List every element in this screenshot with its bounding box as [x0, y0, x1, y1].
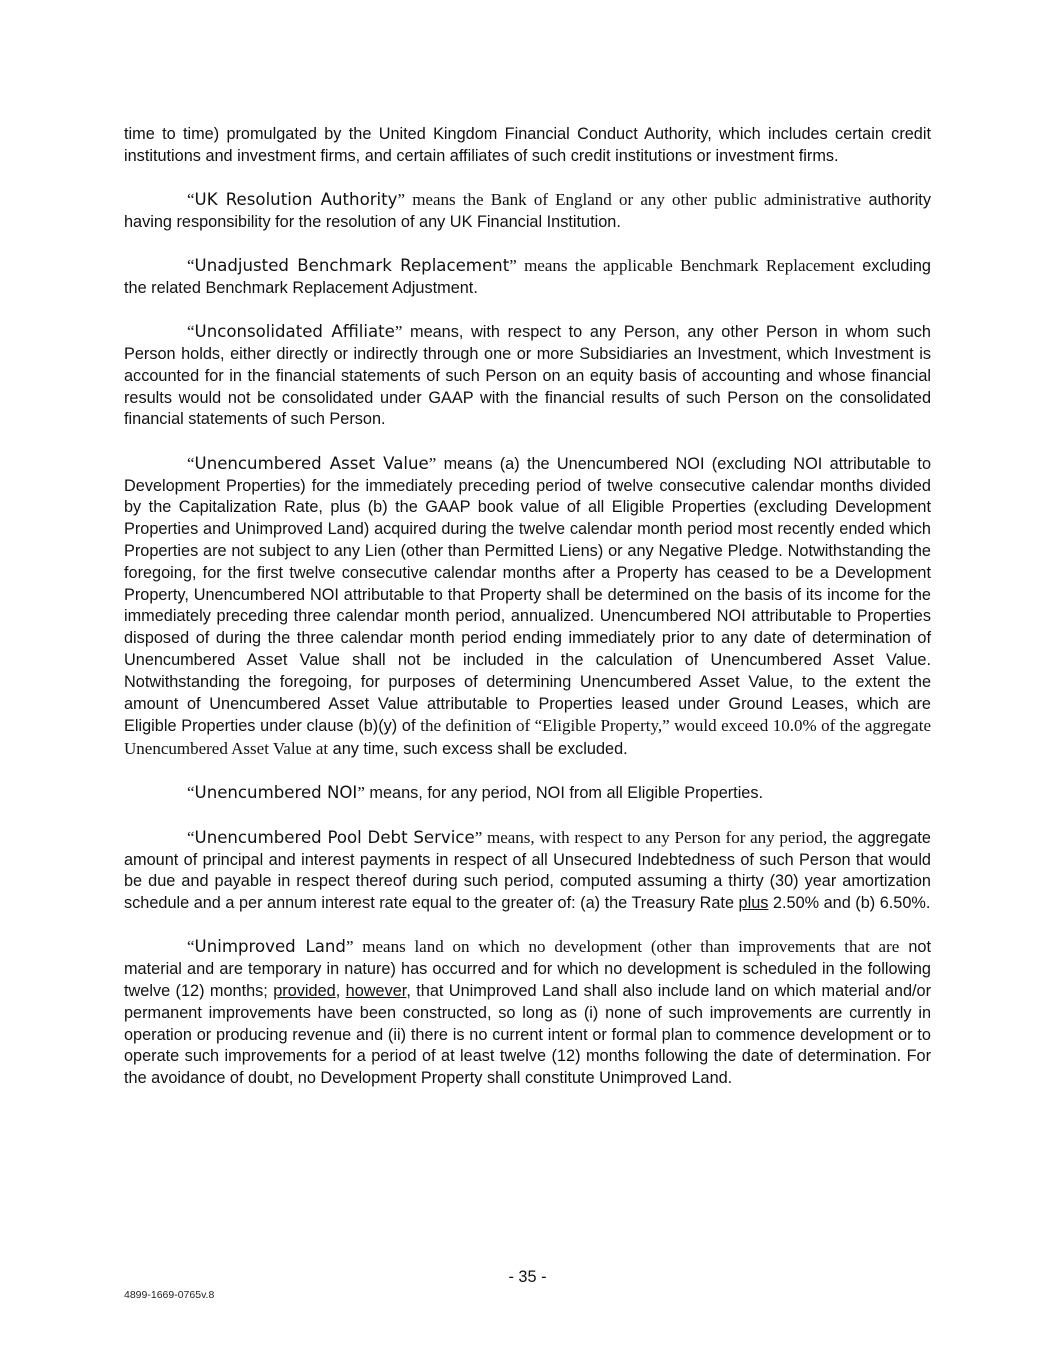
definition-text-continued: , that Unimproved Land shall also include land on which material and/or permanent improvements have been constructed, so long as (i) none of such improvements are currently in operation or producing revenue and (ii) there is no current intent or formal plan to commence development or to operate such improvements for a period of at least twelve (12) months following the date of determination. For the avoidance of doubt, no Development Property shall constitute Unimproved Land. [124, 982, 931, 1088]
defined-term: Unencumbered Pool Debt Service [194, 827, 475, 847]
definition-unencumbered-noi [124, 782, 931, 805]
definition-text: means, with respect to any Person, any other Person in whom such Person holds, either directly or indirectly through one or more Subsidiaries an Investment, which Investment is accounted for in the financial statements of such Person on an equity basis of accounting and whose financial results would not be consolidated under GAAP with the financial results of such Person on the consolidated financial statements of such Person. [124, 323, 931, 429]
close-quote: ” [394, 322, 403, 342]
page-number: - 35 - [508, 1268, 547, 1286]
definition-lead: means, with respect to any Person for any period, the [482, 827, 853, 847]
definition-lead: means the applicable Benchmark Replacement [516, 256, 855, 276]
definition-text: means, for any period, NOI from all Eligible Properties. [364, 784, 764, 803]
definition-unconsolidated-affiliate [124, 321, 931, 431]
definition-unencumbered-pool-debt-service [124, 827, 931, 915]
definition-text: excluding the related Benchmark Replacement Adjustment. [124, 257, 931, 297]
definition-text: means (a) the Unencumbered NOI (excluding NOI attributable to Development Properties) for the immediately preceding period of twelve consecutive calendar months divided by the Capitalization Rate, plus (b) the GAAP book value of all Eligible Properties (excluding Development Properties and Unimproved Land) acquired during the twelve calendar month period most recently ended which Properties are not subject to any Lien (other than Permitted Liens) or any Negative Pledge. Notwithstanding the foregoing, for the first twelve consecutive calendar months after a Property has ceased to be a Development Property, Unencumbered NOI attributable to that Property shall be determined on the basis of its income for the immediately preceding three calendar month period, annualized. Unencumbered NOI attributable to Properties disposed of during the three calendar month period ending immediately prior to any date of determination of Unencumbered Asset Value shall not be included in the calculation of Unencumbered Asset Value. Notwithstanding the foregoing, for purposes of determining Unencumbered Asset Value, to the extent the amount of Unencumbered Asset Value attributable to Properties leased under Ground Leases, which are Eligible Properties under clause (b)(y) of [124, 454, 932, 736]
definition-uk-resolution-authority [124, 189, 931, 234]
open-quote: “ [187, 453, 195, 473]
open-quote: “ [187, 827, 195, 847]
definition-tail: any time, such excess shall be excluded. [328, 740, 628, 759]
close-quote: ” [428, 453, 437, 473]
defined-term: Unadjusted Benchmark Replacement [194, 256, 510, 276]
definition-unencumbered-asset-value [124, 453, 931, 761]
document-id: 4899-1669-0765v.8 [124, 1289, 215, 1301]
defined-term: Unimproved Land [194, 937, 346, 957]
defined-term: Unconsolidated Affiliate [194, 322, 395, 342]
close-quote: ” [509, 256, 517, 276]
underlined-provided: provided [273, 982, 336, 1000]
close-quote: ” [357, 783, 365, 803]
open-quote: “ [187, 937, 195, 957]
definition-text: authority having responsibility for the resolution of any UK Financial Institution. [124, 191, 931, 231]
defined-term: Unencumbered Asset Value [194, 453, 429, 473]
document-body [124, 124, 931, 1111]
definition-text: aggregate amount of principal and interest payments in respect of all Unsecured Indebtedness of such Person that would be due and payable in respect thereof during such period, computed assuming a thirty (30) year amortization schedule and a per annum interest rate equal to the greater of: (a) the Treasury Rate [124, 828, 931, 913]
paragraph-text: time to time) promulgated by the United Kingdom Financial Conduct Authority, which includes certain credit institutions and investment firms, and certain affiliates of such credit institutions or investment firms. [124, 125, 931, 165]
definition-lead: means the Bank of England or any other public administrative [405, 190, 862, 210]
paragraph-continuation [124, 124, 931, 168]
underlined-plus: plus [738, 894, 769, 913]
open-quote: “ [187, 783, 195, 803]
defined-term: UK Resolution Authority [194, 190, 398, 210]
close-quote: ” [345, 937, 354, 957]
definition-serif-part: the definition of “Eligible Property,” would exceed 10.0% of the aggregate Unencumbered Asset Value at [124, 716, 931, 759]
definition-lead: means land on which no development (other than improvements that are [353, 937, 900, 957]
open-quote: “ [187, 190, 195, 210]
open-quote: “ [187, 256, 195, 276]
definition-unimproved-land [124, 936, 931, 1090]
definition-unadjusted-benchmark-replacement [124, 255, 931, 300]
defined-term: Unencumbered NOI [194, 783, 358, 803]
close-quote: ” [474, 827, 483, 847]
close-quote: ” [397, 190, 406, 210]
underlined-however: however [345, 982, 407, 1000]
separator: , [335, 982, 346, 1000]
open-quote: “ [187, 322, 195, 342]
definition-tail: 2.50% and (b) 6.50%. [768, 894, 931, 913]
definition-text: not material and are temporary in nature) has occurred and for which no development is scheduled in the following twelve (12) months; [124, 938, 931, 1000]
